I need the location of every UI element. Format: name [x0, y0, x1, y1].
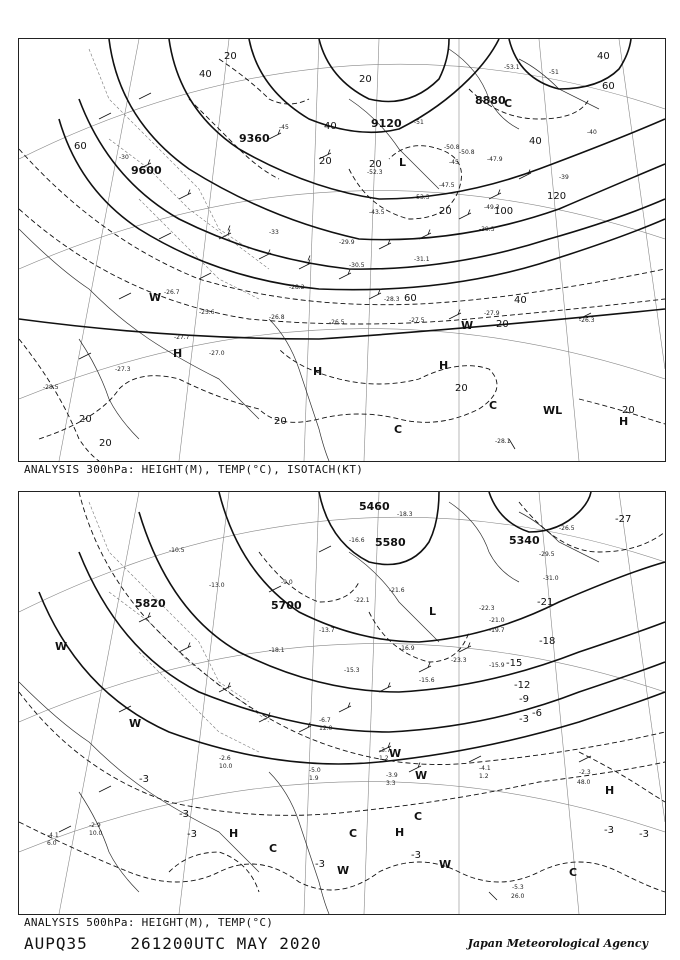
isotach-label: 60: [74, 141, 87, 152]
warm-center: W: [439, 858, 452, 871]
temp-value: -28.1: [495, 438, 511, 445]
isotach-label: 20: [99, 438, 112, 449]
height-label-9120: 9120: [371, 117, 402, 130]
borders: [89, 49, 269, 299]
low-center: L: [429, 605, 437, 618]
height-label-5340: 5340: [509, 534, 540, 547]
chart-code-line: [24, 934, 322, 953]
isotach-label: 20: [359, 74, 372, 85]
temp-value: 6.0: [47, 840, 57, 847]
isotach-label: 20: [439, 206, 452, 217]
temperature-values: [43, 64, 597, 445]
temp-value: -15.3: [344, 667, 360, 674]
high-center: H: [313, 365, 323, 378]
high-center: H: [395, 826, 405, 839]
warm-center: W: [55, 640, 68, 653]
temp-value: -25.6: [199, 309, 215, 316]
temp-value: -4.1: [479, 765, 491, 772]
temp-contour-label: -3: [139, 774, 149, 785]
temp-value: -5.3: [512, 884, 524, 891]
isotachs: [19, 59, 665, 461]
temp-value: -39: [559, 174, 569, 181]
graticule: [19, 39, 665, 461]
temp-value: -47.9: [487, 156, 503, 163]
height-contours: [19, 39, 665, 339]
temp-contour-label: -3: [187, 829, 197, 840]
temp-contour-label: -12: [514, 680, 531, 691]
temp-value: -26.7: [164, 289, 180, 296]
temp-value: -26.8: [269, 314, 285, 321]
temp-value: -21.6: [389, 587, 405, 594]
temp-contour-label: -3: [639, 829, 649, 840]
temp-value: -52.3: [367, 169, 383, 176]
temp-value: 1.9: [309, 775, 319, 782]
temp-value: -26.5: [329, 319, 345, 326]
temp-value: -28.3: [384, 296, 400, 303]
cold-center: C: [349, 827, 358, 840]
isotach-label: 60: [602, 81, 615, 92]
temp-value: 26.0: [511, 893, 525, 900]
warm-center: W: [129, 717, 142, 730]
warm-center: W: [389, 747, 402, 760]
temp-value: -27.5: [409, 317, 425, 324]
temp-value: -40: [587, 129, 597, 136]
temp-value: -13.0: [209, 582, 225, 589]
temp-value: -26.3: [579, 317, 595, 324]
temp-value: -18.3: [397, 511, 413, 518]
height-label-5580: 5580: [375, 536, 406, 549]
temp-value: -5.0: [309, 767, 321, 774]
height-label-9360: 9360: [239, 132, 270, 145]
temp-value: -49.3: [484, 204, 500, 211]
temp-contour-label: -3: [604, 825, 614, 836]
cold-center: C: [394, 423, 403, 436]
cold-center: C: [569, 866, 578, 879]
isotach-label: 20: [319, 156, 332, 167]
pressure-centers: [55, 605, 614, 879]
temp-value: 10.0: [219, 763, 233, 770]
temp-value: -3.7: [379, 747, 391, 754]
temp-value: -47.5: [439, 182, 455, 189]
temp-value: -10.5: [169, 547, 185, 554]
temp-value: -22.1: [354, 597, 370, 604]
temp-value: -2.3: [579, 769, 591, 776]
temp-value: -27.7: [174, 334, 190, 341]
temp-value: -31.1: [414, 256, 430, 263]
warm-center: WL: [543, 404, 563, 417]
warm-center: W: [337, 864, 350, 877]
temp-value: -15.6: [419, 677, 435, 684]
bottom-panel-caption: ANALYSIS 500hPa: HEIGHT(M), TEMP(°C): [24, 916, 274, 929]
isotach-label: 20: [496, 319, 509, 330]
temp-value: -4.1: [47, 832, 59, 839]
isotach-label: 20: [79, 414, 92, 425]
temp-value: -21.0: [489, 617, 505, 624]
temp-value: -43.5: [369, 209, 385, 216]
temp-contour-label: -15: [506, 658, 523, 669]
isotach-label: 20: [274, 416, 287, 427]
temp-value: -28.2: [289, 284, 305, 291]
temperature-contours: [19, 492, 665, 892]
temp-value: -22.3: [479, 605, 495, 612]
temp-contour-label: -21: [537, 597, 554, 608]
temp-value: -27.0: [209, 350, 225, 357]
temperature-values: [47, 511, 591, 900]
temp-contour-label: -3: [411, 850, 421, 861]
temp-value: -2.9: [89, 822, 101, 829]
top-panel-caption: ANALYSIS 300hPa: HEIGHT(M), TEMP(°C), ISOTACH(KT): [24, 463, 364, 476]
temp-contour-label: -3: [179, 809, 189, 820]
temp-value: 1.2: [379, 755, 389, 762]
temp-value: -15.9: [489, 662, 505, 669]
isotach-label: 40: [324, 121, 337, 132]
temp-value: -13.7: [319, 627, 335, 634]
temp-contour-label: -3: [519, 714, 529, 725]
temp-value: -26.5: [559, 525, 575, 532]
temp-value: -39.3: [479, 226, 495, 233]
temp-value: -3.9: [386, 772, 398, 779]
temp-value: -29.5: [539, 551, 555, 558]
temp-value: 3.3: [386, 780, 396, 787]
isotach-label: 60: [404, 293, 417, 304]
warm-center: W: [461, 319, 474, 332]
isotach-label: 40: [529, 136, 542, 147]
cold-center: C: [489, 399, 498, 412]
temp-contour-label: -6: [532, 708, 542, 719]
temp-value: -33: [269, 229, 279, 236]
temp-value: -27.3: [115, 366, 131, 373]
coastlines: [19, 49, 599, 461]
low-center: L: [399, 156, 407, 169]
agency-name: Japan Meteorological Agency: [467, 937, 648, 950]
map-300hpa-svg: [19, 39, 665, 461]
cold-center: C: [269, 842, 278, 855]
temp-value: -30: [119, 154, 129, 161]
height-label-9600: 9600: [131, 164, 162, 177]
high-center: H: [619, 415, 629, 428]
height-labels: [135, 500, 649, 870]
high-center: H: [173, 347, 183, 360]
isotach-label: 40: [514, 295, 527, 306]
temp-value: -50.8: [444, 144, 460, 151]
high-center: H: [439, 359, 449, 372]
temp-value: 48.0: [577, 779, 591, 786]
temp-value: -30.5: [349, 262, 365, 269]
temp-contour-label: -18: [539, 636, 556, 647]
temp-contour-label: -27: [615, 514, 632, 525]
isotach-label: 100: [494, 206, 514, 217]
isotach-label: 40: [597, 51, 610, 62]
warm-center: W: [149, 291, 162, 304]
temp-value: 1.2: [479, 773, 489, 780]
temp-value: -50.8: [459, 149, 475, 156]
isotach-label: 20: [455, 383, 468, 394]
isotach-label: 40: [199, 69, 212, 80]
temp-value: -19.7: [489, 627, 505, 634]
isotach-label: 20: [224, 51, 237, 62]
cold-center: C: [414, 810, 423, 823]
temp-value: -18.1: [269, 647, 285, 654]
isotach-label: 120: [547, 191, 567, 202]
height-labels: [74, 51, 635, 449]
height-label-5460: 5460: [359, 500, 390, 513]
temp-value: -53.1: [504, 64, 520, 71]
temp-value: -51: [549, 69, 559, 76]
height-label-5700: 5700: [271, 599, 302, 612]
temp-contour-label: -3: [315, 859, 325, 870]
height-label-8880: 8880: [475, 94, 506, 107]
pressure-centers: [149, 97, 628, 436]
temp-value: -6.7: [319, 717, 331, 724]
isotach-label: 20: [622, 405, 635, 416]
temp-value: -23.3: [451, 657, 467, 664]
high-center: H: [229, 827, 239, 840]
temp-value: -51: [414, 119, 424, 126]
temp-value: -53.3: [414, 194, 430, 201]
temp-value: -45: [279, 124, 289, 131]
temp-value: -2.6: [219, 755, 231, 762]
chart-datetime: 261200UTC MAY 2020: [130, 934, 322, 953]
map-300hpa-panel: [18, 38, 666, 462]
temp-value: 12.0: [319, 725, 333, 732]
temp-value: -45: [449, 159, 459, 166]
temp-value: -27.9: [484, 310, 500, 317]
temp-value: 10.0: [89, 830, 103, 837]
cold-center: C: [504, 97, 513, 110]
temp-value: -16.9: [399, 645, 415, 652]
isotach-label: 20: [369, 159, 382, 170]
height-label-5820: 5820: [135, 597, 166, 610]
temp-contour-label: -9: [519, 694, 529, 705]
borders: [89, 502, 269, 752]
coastlines: [19, 502, 599, 914]
temp-value: -29.9: [339, 239, 355, 246]
map-500hpa-svg: [19, 492, 665, 914]
temp-value: -31.0: [543, 575, 559, 582]
high-center: H: [605, 784, 615, 797]
temp-value: -28.5: [43, 384, 59, 391]
temp-value: -9.0: [281, 579, 293, 586]
chart-code: AUPQ35: [24, 934, 88, 953]
temp-value: -16.6: [349, 537, 365, 544]
graticule: [19, 492, 665, 914]
map-500hpa-panel: [18, 491, 666, 915]
warm-center: W: [415, 769, 428, 782]
